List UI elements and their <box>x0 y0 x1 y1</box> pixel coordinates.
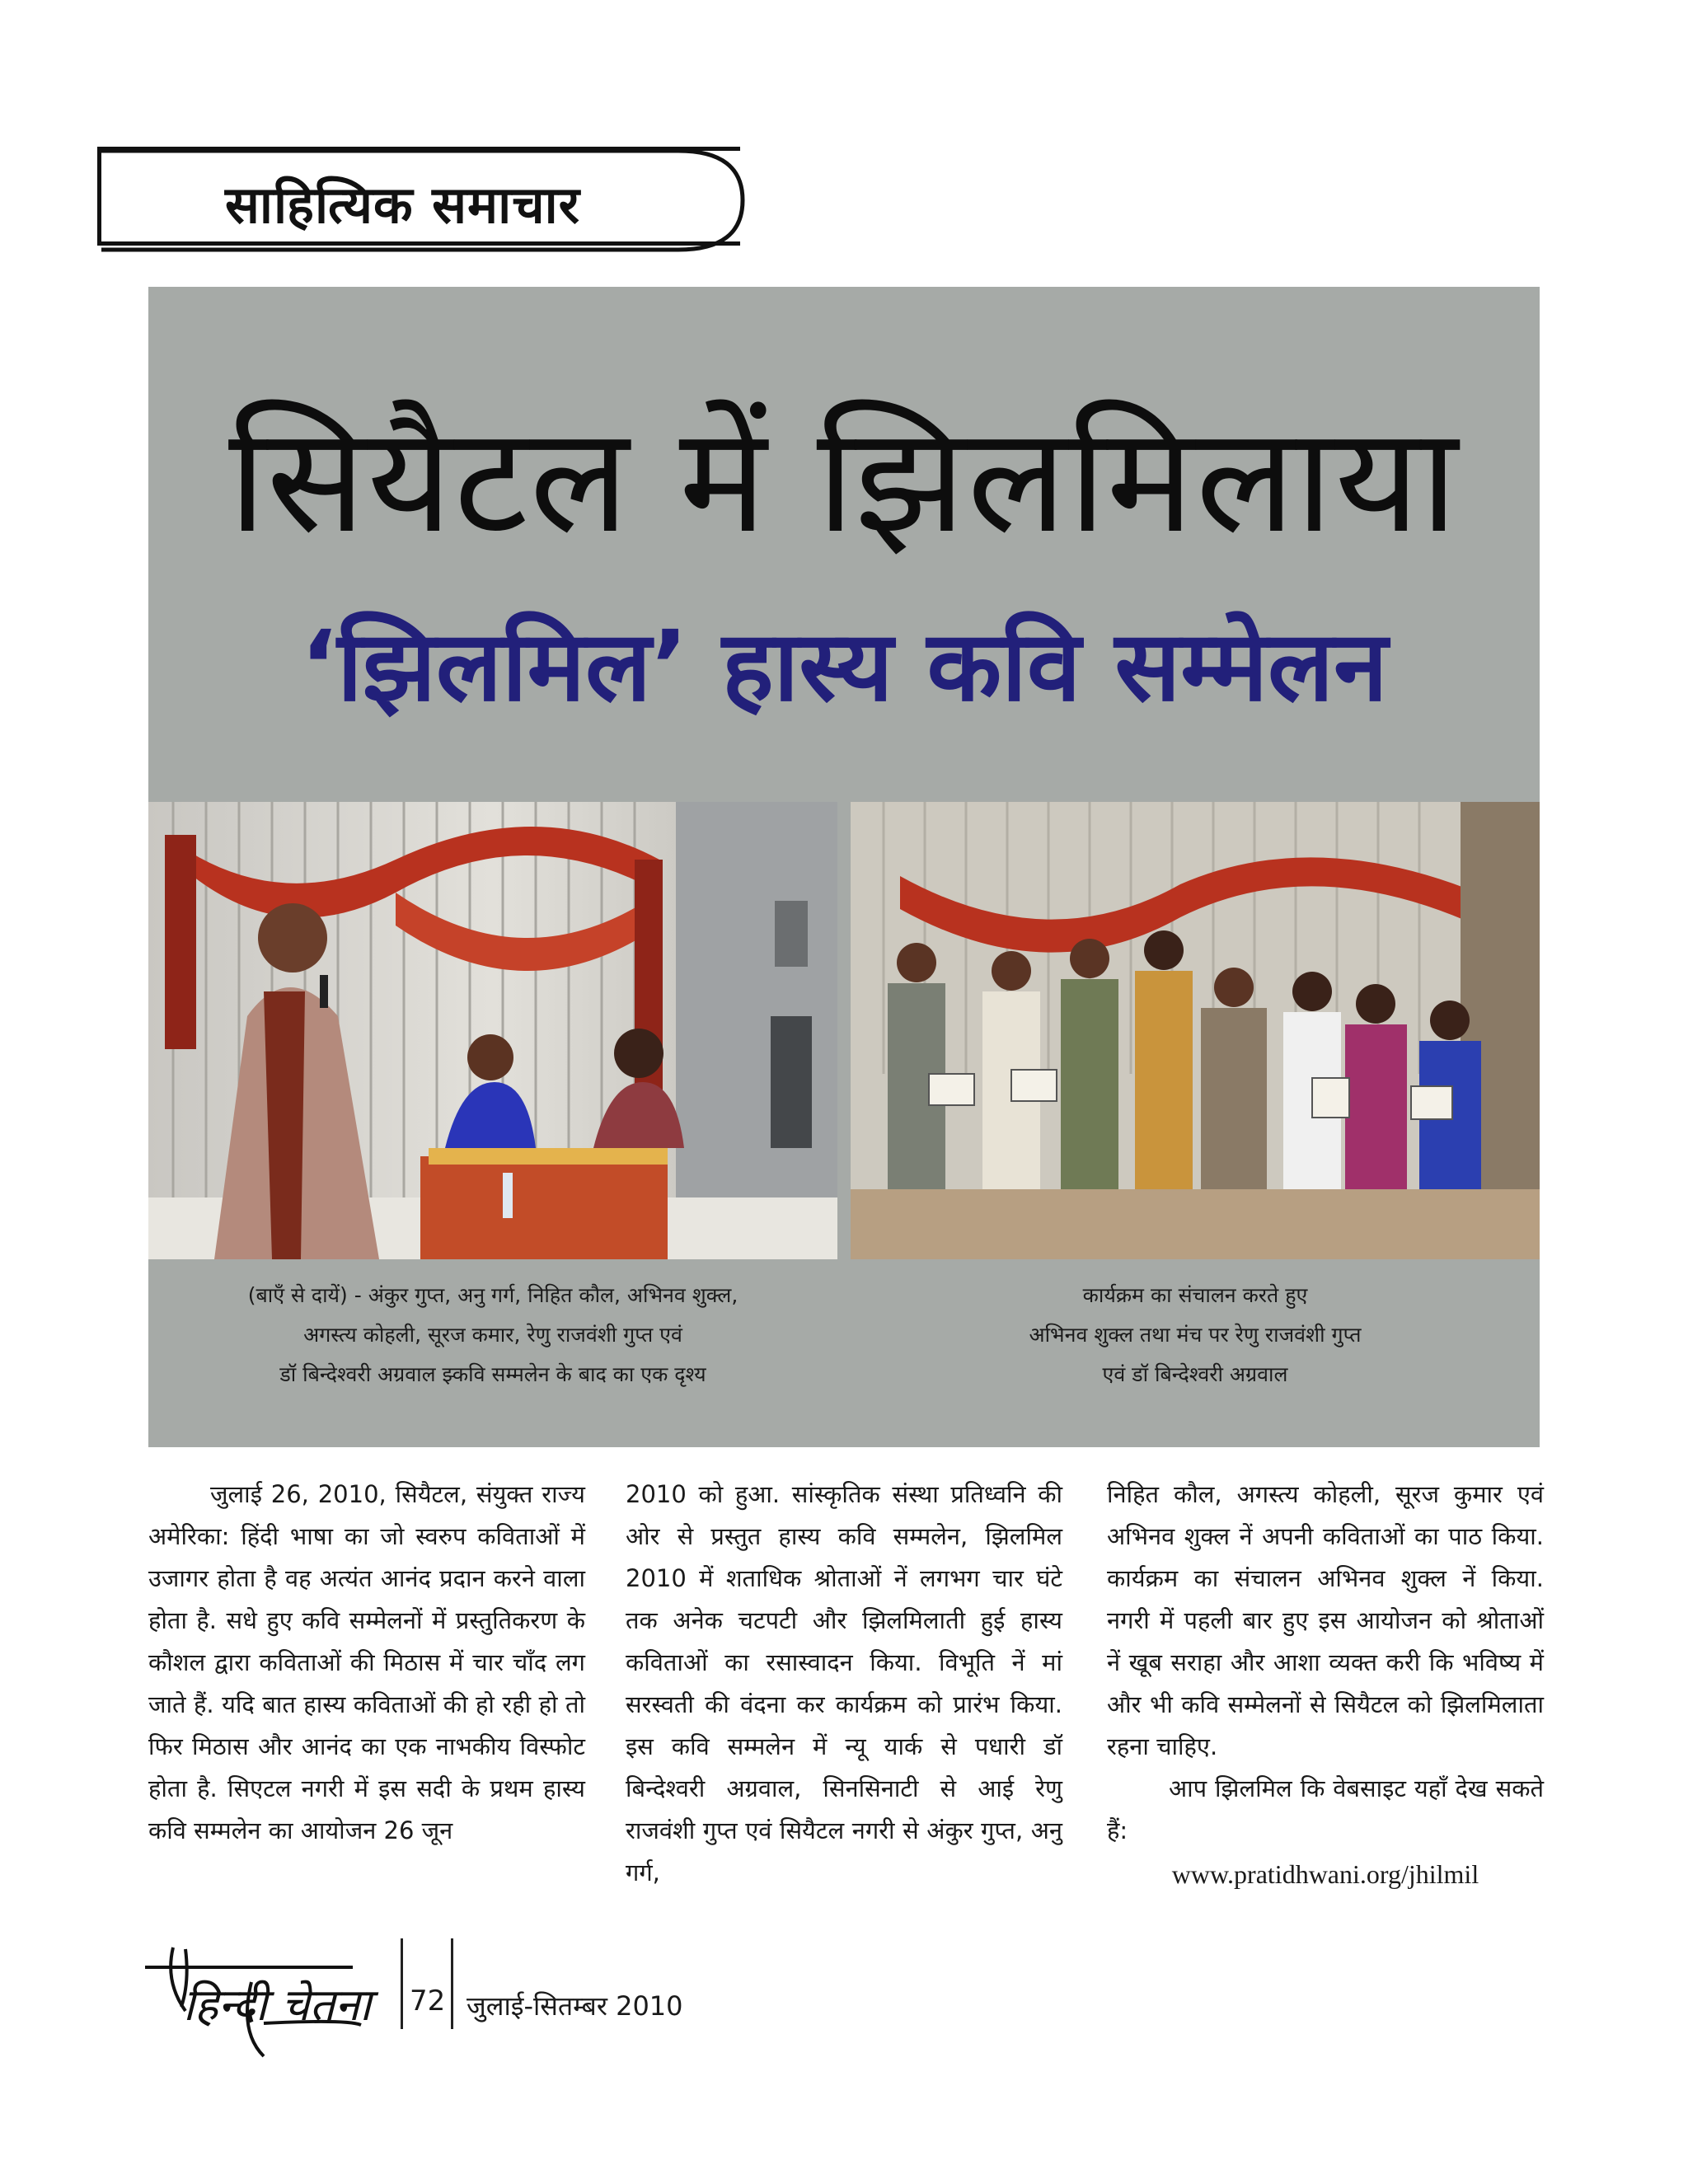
article-column-2 <box>626 1474 1062 1894</box>
caption-right-line: कार्यक्रम का संचालन करते हुए <box>1082 1283 1308 1307</box>
issue-date: जुलाई-सितम्बर 2010 <box>467 1990 683 2022</box>
caption-left-line: डॉ बिन्देश्वरी अग्रवाल झ्कवि सम्मलेन के बाद का एक दृश्य <box>279 1362 706 1386</box>
article-column-1 <box>148 1474 585 1852</box>
headline-sub: ‘झिलमिल’ हास्य कवि सम्मेलन <box>300 609 1388 723</box>
section-title: साहित्यिक समाचार <box>225 175 580 235</box>
magazine-logo <box>140 1933 387 2064</box>
footer-divider <box>451 1938 453 2029</box>
website-link[interactable]: www.pratidhwani.org/jhilmil <box>1171 1859 1479 1889</box>
group-photo-image <box>851 802 1540 1259</box>
photo-speaker <box>148 802 837 1259</box>
article-paragraph: जुलाई 26, 2010, सियैटल, संयुक्त राज्य अमेरिका: हिंदी भाषा का जो स्वरुप कविताओं में उजागर होता है वह अत्यंत आनंद प्रदान करने वाला होता है. सधे हुए कवि सम्मेलनों में प्रस्तुतिकरण के कौशल द्वारा कविताओं की मिठास में चार चाँद लग जाते हैं. यदि बात हास्य कविताओं की हो रही हो तो फिर मिठास और आनंद का एक नाभकीय विस्फोट होता है. सिएटल नगरी में इस सदी के प्रथम हास्य कवि सम्मलेन का आयोजन 26 जून <box>148 1480 585 1844</box>
footer-divider <box>401 1938 403 2029</box>
article-body <box>148 1474 1544 1902</box>
caption-left-line: (बाएँ से दायें) - अंकुर गुप्त, अनु गर्ग, निहित कौल, अभिनव शुक्ल, <box>247 1283 738 1307</box>
photo-group <box>851 802 1540 1259</box>
page-number: 72 <box>410 1985 446 2018</box>
article-paragraph: आप झिलमिल कि वेबसाइट यहाँ देख सकते हैं: <box>1107 1774 1544 1844</box>
article-column-3 <box>1107 1474 1544 1896</box>
feature-panel <box>148 287 1540 1447</box>
section-header-tab <box>97 147 740 246</box>
caption-right <box>851 1276 1540 1394</box>
caption-left <box>148 1276 837 1394</box>
headline-main: सियैटल में झिलमिलाया <box>228 395 1460 565</box>
article-paragraph: 2010 को हुआ. सांस्कृतिक संस्था प्रतिध्वनि की ओर से प्रस्तुत हास्य कवि सम्मलेन, झिलमिल 2010 में शताधिक श्रोताओं नें लगभग चार घंटे तक अनेक चटपटी और झिलमिलाती हुई हास्य कविताओं का रसास्वादन किया. विभूति नें मां सरस्वती की वंदना कर कार्यक्रम को प्रारंभ किया. इस कवि सम्मलेन में न्यू यार्क से पधारी डॉ बिन्देश्वरी अग्रवाल, सिनसिनाटी से आई रेणु राजवंशी गुप्त एवं सियैटल नगरी से अंकुर गुप्त, अनु गर्ग, <box>626 1480 1062 1886</box>
speaker-photo-image <box>148 802 837 1259</box>
caption-right-line: अभिनव शुक्ल तथा मंच पर रेणु राजवंशी गुप्त <box>1029 1323 1362 1347</box>
magazine-logo-text: हिन्दी चेतना <box>183 1979 372 2031</box>
caption-right-line: एवं डॉ बिन्देश्वरी अग्रवाल <box>1102 1362 1288 1386</box>
caption-left-line: अगस्त्य कोहली, सूरज कमार, रेणु राजवंशी गुप्त एवं <box>303 1323 682 1347</box>
article-paragraph: निहित कौल, अगस्त्य कोहली, सूरज कुमार एवं अभिनव शुक्ल नें अपनी कविताओं का पाठ किया. कार्यक्रम का संचालन अभिनव शुक्ल नें किया. नगरी में पहली बार हुए इस आयोजन को श्रोताओं नें खूब सराहा और आशा व्यक्त करी कि भविष्य में और भी कवि सम्मेलनों से सियैटल को झिलमिलाता रहना चाहिए. <box>1107 1480 1544 1760</box>
